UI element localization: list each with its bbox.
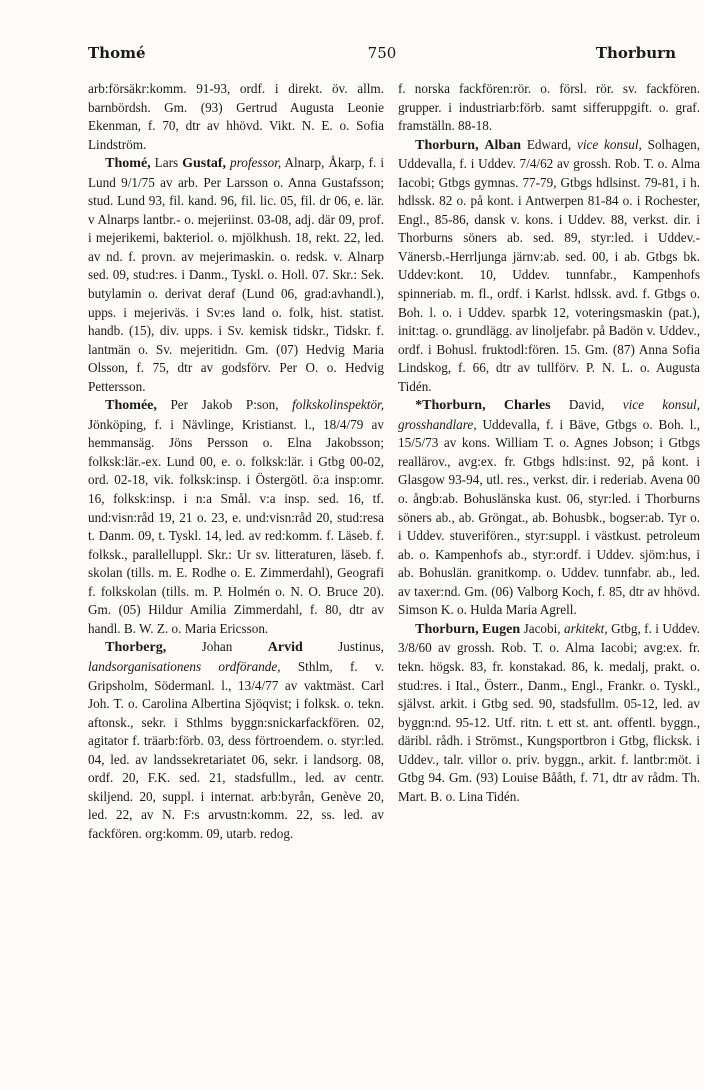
entry-text: Gtbg, f. i Uddev. 3/8/60 av grossh. Rob. T. o. Alma Iacobi; avg:ex. fr. tekn. högsk. 83, fr. konstakad. 86, k. medalj, prakt. o. stud:res. i Ital., Österr., Danm., Engl., Frankr. o. Tyskl., självst. arkit. i Gtbg sed. 90, stadsfullm. 05-12, led. av byggn:nd. 95-12. Utf. ritn. t. ett st. ant. offentl. byggn., däribl. rådh. i Strömst., Kungsportbron i Gtbg, flicksk. i Uddev., talr. villor o. priv. byggn., arkit. f. lantbr:möt. i Gtbg 94. Gm. (93) Louise Bååth, f. 71, dtr av rådm. Th. Mart. B. o. Lina Tidén. [398, 620, 701, 804]
entry-title: professor, [226, 155, 282, 171]
entry-surname: Thorburn, [415, 137, 479, 153]
running-head [88, 44, 676, 68]
entry-given [157, 397, 171, 412]
entry-title: landsorganisationens ordförande, [88, 658, 281, 674]
entry-text: Uddevalla, f. i Bäve, Gtbgs o. Boh. l., 15/5/73 av kons. William T. o. Agnes Jobson; i Gtbgs reallärov., avg:ex. fr. Gtbgs hdls:inst. 92, på kont. i Glasgow 93-94, utl. res., verkst. dir. i rederiab. Avena 00 o. ångb:ab. Bohuslänska kust. 06, styr:led. i Thorburns söners ab., ab. Gröngat., ab. Bohusbk., bogser:ab. Tyr o. i Uddev. stuverifören., styr:suppl. i västkust. petroleum ab. o. Kampenhofs ab., styr:ordf. i Uddev. sjöm:hus, i ab. Bohuslän. granitkomp. o. Uddev. tunnfabr. ab., led. av taxer:nd. Gm. (06) Valborg Koch, f. 85, dtr av hhövd. Simson K. o. Hulda Maria Agrell. [398, 416, 700, 618]
entry-given-rest: Justinus, [302, 639, 384, 655]
entry-given-bold: Eugen [482, 621, 521, 637]
left-column [88, 80, 384, 1074]
entry-surname: Thomé, [105, 156, 151, 172]
entry-title: folkskolinspektör, [278, 397, 384, 413]
entry-given-rest: Jakob P:son, [188, 397, 279, 413]
entry [398, 396, 700, 620]
entry [398, 136, 700, 397]
entry-given-bold: Alban [484, 137, 521, 153]
entry-text: arb:försäkr:komm. 91-93, ordf. i direkt. öv. allm. barnbördsh. Gm. (93) Gertrud Augusta Leonie Ekenman, f. 70, dtr av hhövd. Vikt. N. E. o. Sofia Lindström. [88, 81, 384, 152]
entry-given-bold: Arvid [267, 640, 303, 656]
header-right-word: Thorburn [595, 44, 676, 62]
entry-given-bold: Gustaf, [182, 156, 227, 172]
entry-given: Lars [150, 155, 183, 171]
entry-given-rest: David, [550, 397, 605, 413]
page-number: 750 [367, 44, 397, 62]
entry-continuation [88, 80, 384, 154]
entry-surname: Thorberg, [105, 640, 167, 656]
entry-surname: Thorburn, [415, 621, 479, 637]
entry [88, 154, 384, 396]
entry-title: arkitekt, [560, 620, 608, 636]
right-column [398, 80, 700, 1074]
entry [398, 620, 700, 806]
entry-given-bold: Per [170, 397, 189, 413]
entry-given-rest: Jacobi, [520, 620, 561, 636]
entry [88, 638, 384, 843]
entry-given: Johan [166, 639, 268, 655]
entry-given-bold: Charles [503, 398, 551, 414]
entry-text: Solhagen, Uddevalla, f. i Uddev. 7/4/62 av grossh. Rob. T. o. Alma Iacobi; Gtbgs gymnas. 77-79, Gtbgs hdlsinst. 79-81, i h. hdlssk. 82 o. på kont. i Antwerpen 81-84 o. i Rochester, Engl., 85-86, dansk v. kons. i Uddev. 88, verkst. dir. i Thorburns söners ab. sed. 89, styr:led. i Uddev.-Vänersb.-Herrljunga järnv:ab. sed. 00, i ab. Gtbgs bk. Uddev:kont. 10, Uddev. tunnfabr., Kampenhofs spinneriab. m. fl., ordf. i Karlst. hdlssk. avd. f. Gtbgs o. Boh. l. o. i Uddev. sparbk 12, voteringsmaskin (pat.), init:tag. o. grundlägg. av linoljefabr. på Badön v. Uddev., ordf. i Bohusl. fruktodl:fören. 15. Gm. (87) Anna Sofia Lindskog, f. 66, dtr av tullförv. P. N. L. o. Augusta Tidén. [398, 136, 701, 394]
header-left-word: Thomé [88, 44, 146, 62]
entry-given [486, 397, 504, 412]
entry-given-rest: Edward, [521, 136, 572, 152]
entry-surname: Thomée, [105, 398, 157, 414]
entry-text: Sthlm, f. v. Gripsholm, Södermanl. l., 13/4/77 av vaktmäst. Carl Joh. T. o. Carolina Albertina Sjöqvist; i folksk. o. tekn. aftonsk., sekr. i Sthlms byggn:snickarfackfören. 02, agitator f. träarb:förb. 03, dess förtroendem. o. styr:led. 04, led. av landssekretariatet 06, sekr. i landsorg. 08, ordf. 20, F.K. sed. 21, stadsfullm., led. av centr. skiljend. 20, suppl. i internat. arb:byrån, Genève 20, led. 22, av N. F:s arvustn:komm. 22, ss. led. av fackfören. org:komm. 09, utarb. redog. [88, 658, 384, 841]
entry-continuation [398, 80, 700, 136]
entry-text: Alnarp, Åkarp, f. i Lund 9/1/75 av arb. Per Larsson o. Anna Gustafsson; stud. Lund 93, fil. kand. 96, fil. lic. 05, fil. dr 06, e. lär. v Alnarps lantbr.- o. mejeriinst. 03-08, adj. där 09, prof. i mejerikemi, bakteriol. o. mjölkhush. 18, rekt. 22, led. av nd. f. provn. av mejerimaskin. o. redsk. v. Alnarp sed. 09, stud:res. i Danm., Tyskl. o. Holl. 07. Skr.: Sek. butylamin o. derivat deraf (Lund 06, grad:avhandl.), upps. i mejeriväs. i Sv:es land o. folk, hist. statist. handb. (15), div. upps. i Sv. kemisk tidskr., Tidskr. f. lantmän o. Sv. mejeritidn. Gm. (07) Hedvig Maria Olsson, f. 75, dtr av godsförv. Per O. o. Hedvig Pettersson. [88, 155, 385, 394]
entry-title: vice konsul, [571, 136, 642, 152]
entry-text: f. norska fackfören:rör. o. försl. rör. sv. fackfören. grupper. i industriarb:förb. samt sifferuppgift. o. graf. framställn. 88-18. [398, 81, 700, 134]
entry-title: vice konsul, grosshandlare, [398, 397, 701, 432]
entry-surname: *Thorburn, [415, 398, 486, 414]
entry-text: Jönköping, f. i Nävlinge, Kristianst. l., 18/4/79 av hemmansäg. Jöns Persson o. Elna Jakobsson; folksk:lär.-ex. Lund 00, e. o. folksk:lär. i Gtbg 00-02, ord. 02-18, vik. folksk:insp. i Östergötl. ö:a insp:omr. 16, folksk:insp. i n:a Smål. v:a insp. sed. 16, tf. und:visn:råd 19, 21 o. 23, e. und:visn:råd 20, stud:resa t. Danm. 09, t. Tyskl. 14, led. av red:komm. f. Läseb. f. folksk., parallelluppl. Skr.: Ur sv. litteraturen, läseb. f. skolan (tills. m. E. Rodhe o. E. Zimmerdahl), Geografi f. folkskolan (tills. m. P. Holmén o. N. O. Bruce 20). Gm. (05) Hildur Amilia Zimmerdahl, f. 80, dtr av handl. B. W. Z. o. Maria Ericsson. [88, 416, 384, 636]
entry [88, 396, 384, 638]
